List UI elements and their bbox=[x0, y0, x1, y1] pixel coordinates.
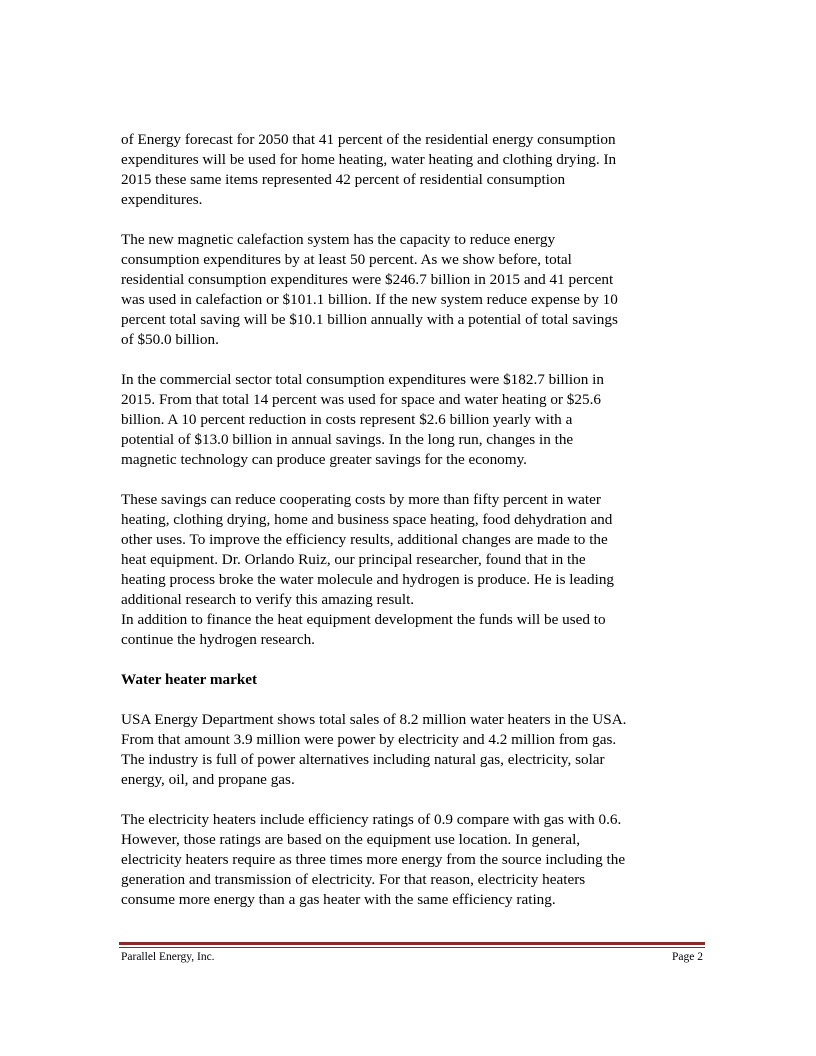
page-footer bbox=[121, 951, 703, 963]
paragraph-energy-forecast: of Energy forecast for 2050 that 41 percent of the residential energy consumption expenditures will be used for home heating, water heating and clothing drying. In 2015 these same items represented 42 percent of residential consumption expenditures. bbox=[121, 131, 617, 208]
document-body bbox=[121, 130, 711, 930]
footer-company-name: Parallel Energy, Inc. bbox=[121, 951, 215, 963]
paragraph-water-heater-sales: USA Energy Department shows total sales of 8.2 million water heaters in the USA. From that amount 3.9 million were power by electricity and 4.2 million from gas. The industry is full of power alternatives including natural gas, electricity, solar energy, oil, and propane gas. bbox=[121, 711, 627, 788]
footer-page-number: Page 2 bbox=[672, 951, 703, 963]
paragraph-savings: These savings can reduce cooperating costs by more than fifty percent in water heating, clothing drying, home and business space heating, food dehydration and other uses. To improve the efficiency results, additional changes are made to the heat equipment. Dr. Orlando Ruiz, our principal researcher, found that in the heating process broke the water molecule and hydrogen is produce. He is leading additional research to verify this amazing result. bbox=[121, 491, 615, 608]
footer-divider-thin-line bbox=[119, 947, 705, 948]
footer-divider bbox=[119, 942, 705, 948]
footer-divider-thick-line bbox=[119, 942, 705, 945]
paragraph-efficiency-ratings: The electricity heaters include efficiency ratings of 0.9 compare with gas with 0.6. However, those ratings are based on the equipment use location. In general, electricity heaters require as three times more energy from the source including the generation and transmission of electricity. For that reason, electricity heaters consume more energy than a gas heater with the same efficiency rating. bbox=[121, 811, 626, 908]
section-heading-water-heater-market: Water heater market bbox=[121, 671, 258, 688]
paragraph-magnetic-calefaction: The new magnetic calefaction system has the capacity to reduce energy consumption expenditures by at least 50 percent. As we show before, total residential consumption expenditures were $246.7 billion in 2015 and 41 percent was used in calefaction or $101.1 billion. If the new system reduce expense by 10 percent total saving will be $10.1 billion annually with a potential of total savings of $50.0 billion. bbox=[121, 231, 618, 348]
paragraph-hydrogen-research: In addition to finance the heat equipment development the funds will be used to continue the hydrogen research. bbox=[121, 611, 606, 648]
paragraph-commercial-sector: In the commercial sector total consumption expenditures were $182.7 billion in 2015. From that total 14 percent was used for space and water heating or $25.6 billion. A 10 percent reduction in costs represent $2.6 billion yearly with a potential of $13.0 billion in annual savings. In the long run, changes in the magnetic technology can produce greater savings for the economy. bbox=[121, 371, 604, 468]
